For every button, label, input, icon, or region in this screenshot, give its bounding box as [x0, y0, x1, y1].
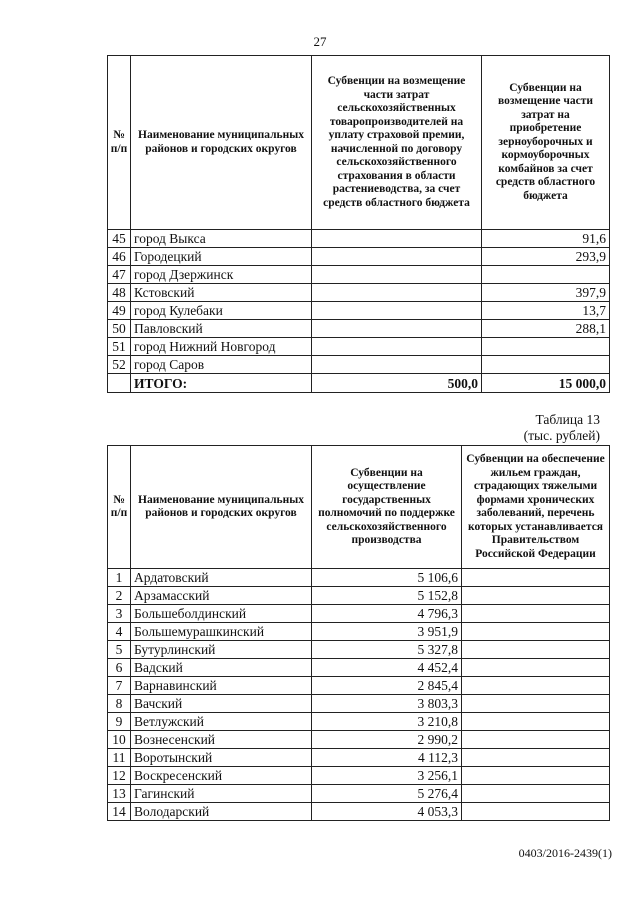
row-number: 48: [108, 284, 131, 302]
row-name: город Саров: [131, 356, 312, 374]
document-code: 0403/2016-2439(1): [518, 846, 612, 860]
row-value-1: 5 106,6: [312, 569, 462, 587]
row-name: город Кулебаки: [131, 302, 312, 320]
total-value-2: 15 000,0: [482, 374, 610, 393]
row-number: 45: [108, 230, 131, 248]
row-value-2: [462, 659, 610, 677]
row-name: Павловский: [131, 320, 312, 338]
table-13: [107, 445, 610, 821]
row-number: 52: [108, 356, 131, 374]
row-number: 6: [108, 659, 131, 677]
row-value-1: 3 803,3: [312, 695, 462, 713]
row-name: Гагинский: [131, 785, 312, 803]
row-value-1: 5 152,8: [312, 587, 462, 605]
header-housing-subsidy: Субвенции на обеспечение жильем граждан, страдающих тяжелыми формами хронических заболеваний, перечень которых устанавливается Правительством Российской Федерации: [462, 446, 610, 569]
table-row: [108, 695, 610, 713]
row-value-2: [482, 338, 610, 356]
table-row: [108, 803, 610, 821]
header-no: № п/п: [108, 56, 131, 230]
row-number: 47: [108, 266, 131, 284]
page-number: 27: [313, 34, 327, 49]
row-value-2: [462, 695, 610, 713]
total-value-1: 500,0: [312, 374, 482, 393]
row-number: 50: [108, 320, 131, 338]
table-row: [108, 677, 610, 695]
row-value-2: [462, 713, 610, 731]
table-row: [108, 731, 610, 749]
row-number: 51: [108, 338, 131, 356]
row-value-1: [312, 338, 482, 356]
row-value-1: 3 210,8: [312, 713, 462, 731]
row-name: Воротынский: [131, 749, 312, 767]
row-value-2: 13,7: [482, 302, 610, 320]
table-row: [108, 623, 610, 641]
row-number: 14: [108, 803, 131, 821]
row-name: Вадский: [131, 659, 312, 677]
row-name: Ветлужский: [131, 713, 312, 731]
row-number: 8: [108, 695, 131, 713]
row-value-2: [462, 749, 610, 767]
row-value-2: [462, 605, 610, 623]
table-row: [108, 569, 610, 587]
row-value-1: 3 951,9: [312, 623, 462, 641]
row-value-2: [462, 569, 610, 587]
row-value-1: 4 452,4: [312, 659, 462, 677]
header-insurance-subsidy: Субвенции на возмещение части затрат сельскохозяйственных товаропроизводителей на уплату страховой премии, начисленной по договору сельскохозяйственного страхования в области растениеводства, за счет средств областного бюджета: [312, 56, 482, 230]
table-row: [108, 338, 610, 356]
row-number: 13: [108, 785, 131, 803]
row-value-1: [312, 266, 482, 284]
row-value-2: [462, 731, 610, 749]
row-value-1: [312, 320, 482, 338]
header-no: № п/п: [108, 446, 131, 569]
row-number: 11: [108, 749, 131, 767]
total-row: [108, 374, 610, 393]
row-name: город Дзержинск: [131, 266, 312, 284]
table-row: [108, 659, 610, 677]
table-units: (тыс. рублей): [523, 428, 600, 443]
row-value-1: 5 327,8: [312, 641, 462, 659]
table-row: [108, 266, 610, 284]
table-row: [108, 302, 610, 320]
row-number: 10: [108, 731, 131, 749]
table-row: [108, 605, 610, 623]
row-number: 2: [108, 587, 131, 605]
row-value-2: [462, 785, 610, 803]
table-row: [108, 230, 610, 248]
row-value-2: [462, 767, 610, 785]
row-number: 49: [108, 302, 131, 320]
row-value-2: [462, 623, 610, 641]
row-name: город Выкса: [131, 230, 312, 248]
row-value-2: [462, 641, 610, 659]
row-name: Арзамасский: [131, 587, 312, 605]
row-value-1: 2 990,2: [312, 731, 462, 749]
row-name: Большеболдинский: [131, 605, 312, 623]
row-number: 12: [108, 767, 131, 785]
row-number: 7: [108, 677, 131, 695]
header-agri-subsidy: Субвенции на осуществление государственных полномочий по поддержке сельскохозяйственного производства: [312, 446, 462, 569]
row-value-2: [482, 266, 610, 284]
header-name: Наименование муниципальных районов и городских округов: [131, 446, 312, 569]
row-value-1: [312, 284, 482, 302]
table-row: [108, 749, 610, 767]
header-name: Наименование муниципальных районов и городских округов: [131, 56, 312, 230]
row-value-2: 91,6: [482, 230, 610, 248]
row-value-1: [312, 356, 482, 374]
row-value-2: [462, 587, 610, 605]
table-row: [108, 320, 610, 338]
row-value-1: [312, 230, 482, 248]
row-value-1: 4 112,3: [312, 749, 462, 767]
row-value-2: 288,1: [482, 320, 610, 338]
table-row: [108, 248, 610, 266]
row-number: 1: [108, 569, 131, 587]
row-value-2: [462, 803, 610, 821]
row-value-2: [482, 356, 610, 374]
row-name: Ардатовский: [131, 569, 312, 587]
row-value-1: [312, 248, 482, 266]
row-number: 4: [108, 623, 131, 641]
row-number: 46: [108, 248, 131, 266]
table-row: [108, 785, 610, 803]
table-row: [108, 713, 610, 731]
row-value-1: 4 796,3: [312, 605, 462, 623]
row-value-1: 4 053,3: [312, 803, 462, 821]
row-name: Городецкий: [131, 248, 312, 266]
row-number: 5: [108, 641, 131, 659]
row-name: город Нижний Новгород: [131, 338, 312, 356]
row-name: Варнавинский: [131, 677, 312, 695]
row-value-1: [312, 302, 482, 320]
row-name: Большемурашкинский: [131, 623, 312, 641]
row-value-2: 293,9: [482, 248, 610, 266]
row-number: 9: [108, 713, 131, 731]
row-value-2: 397,9: [482, 284, 610, 302]
row-name: Вознесенский: [131, 731, 312, 749]
row-value-2: [462, 677, 610, 695]
table-row: [108, 641, 610, 659]
row-value-1: 5 276,4: [312, 785, 462, 803]
header-combine-subsidy: Субвенции на возмещение части затрат на приобретение зерноуборочных и кормоуборочных комбайнов за счет средств областного бюджета: [482, 56, 610, 230]
row-name: Воскресенский: [131, 767, 312, 785]
table-13-header-row: [108, 446, 610, 569]
table-12: [107, 55, 610, 393]
table-row: [108, 284, 610, 302]
row-name: Кстовский: [131, 284, 312, 302]
table-row: [108, 767, 610, 785]
row-name: Вачский: [131, 695, 312, 713]
table-12-header-row: [108, 56, 610, 230]
row-value-1: 3 256,1: [312, 767, 462, 785]
total-label: ИТОГО:: [131, 374, 312, 393]
row-name: Бутурлинский: [131, 641, 312, 659]
table-row: [108, 587, 610, 605]
table-row: [108, 356, 610, 374]
table-caption: Таблица 13: [535, 412, 600, 427]
row-name: Володарский: [131, 803, 312, 821]
row-number: 3: [108, 605, 131, 623]
row-value-1: 2 845,4: [312, 677, 462, 695]
